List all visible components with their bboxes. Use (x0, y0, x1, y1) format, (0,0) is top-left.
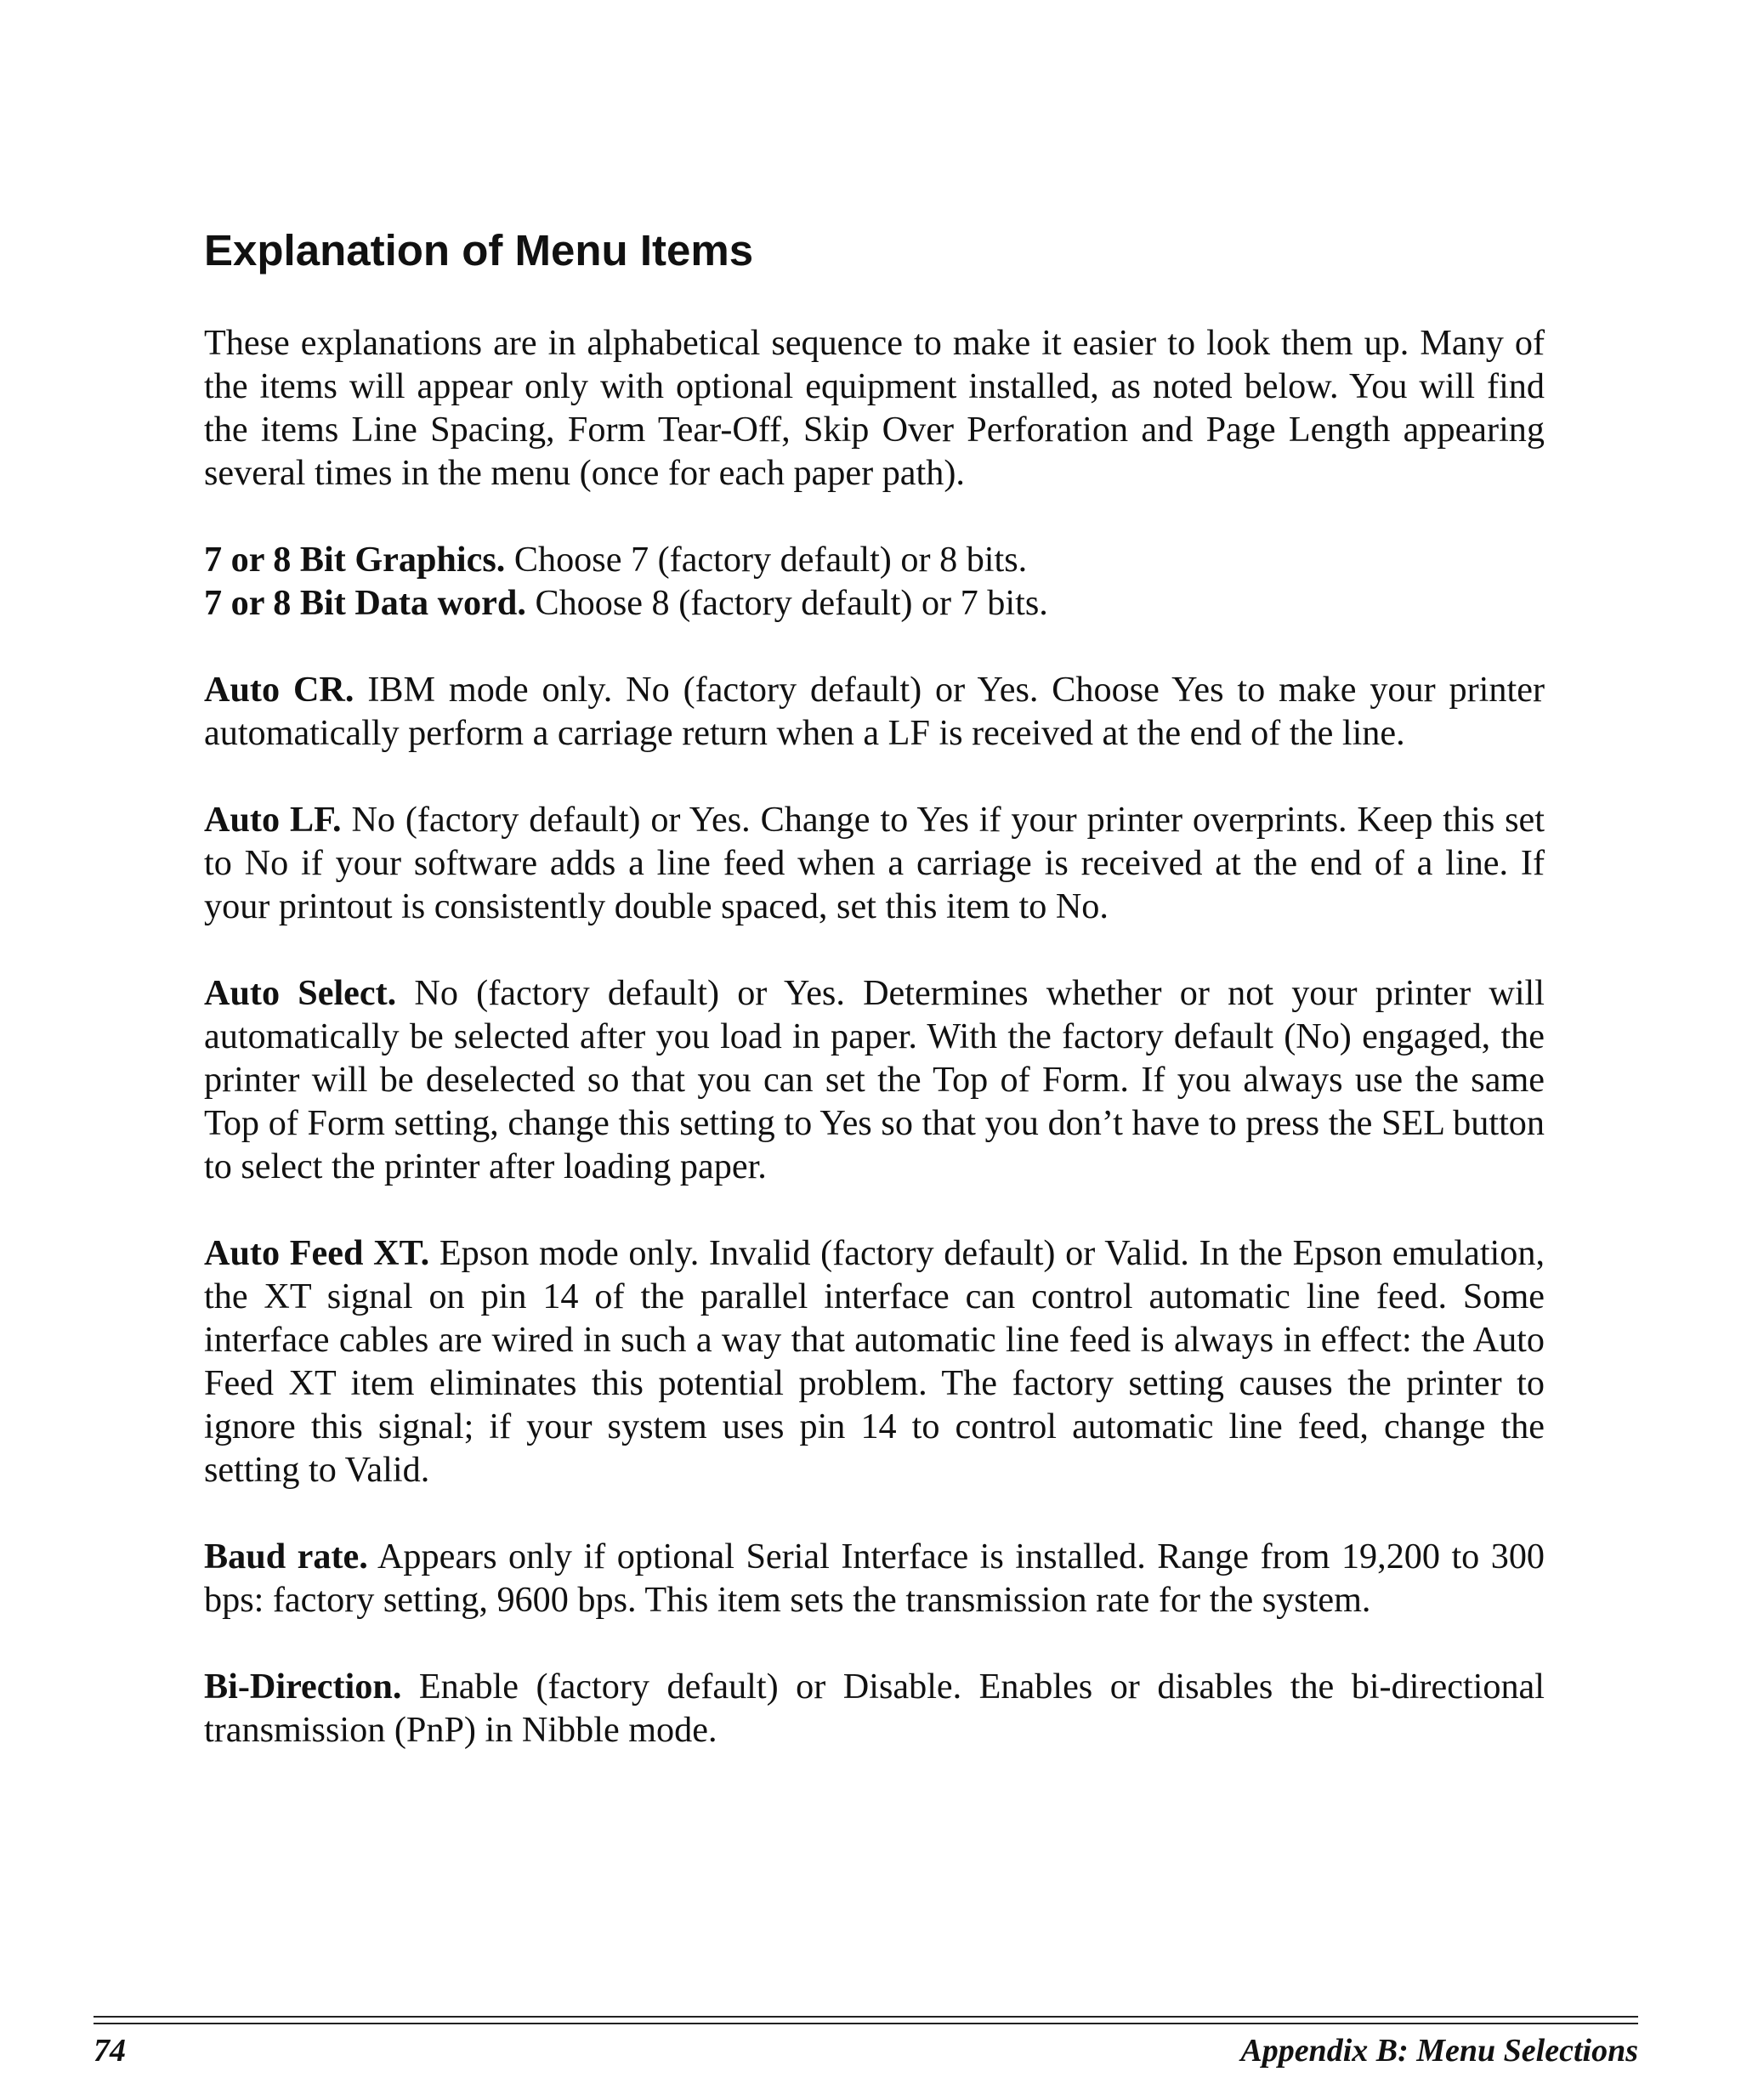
entry-text: IBM mode only. No (factory default) or Yes. Choose Yes to make your printer automatically perform a carriage return when a LF is received at the end of the line. (204, 670, 1545, 753)
footer-rule-bottom (94, 2023, 1638, 2024)
entry-text: Epson mode only. Invalid (factory default) or Valid. In the Epson emulation, the XT signal on pin 14 of the parallel interface can control automatic line feed. Some interface cables are wired in such a way that automatic line feed is always in effect: the Auto Feed XT item eliminates this potential problem. The factory setting causes the printer to ignore this signal; if your system uses pin 14 to control automatic line feed, change the setting to Valid. (204, 1233, 1545, 1490)
entry-baud-rate (204, 1535, 1545, 1622)
entry-7-8-bit-data-word (204, 581, 1545, 625)
page-number: 74 (94, 2033, 126, 2069)
entry-text: Choose 8 (factory default) or 7 bits. (535, 583, 1048, 623)
footer-section-title: Appendix B: Menu Selections (1240, 2033, 1638, 2069)
entry-term: Auto Feed XT. (204, 1233, 430, 1273)
entry-text: Appears only if optional Serial Interface is installed. Range from 19,200 to 300 bps: factory setting, 9600 bps. This item sets the transmission rate for the system. (204, 1537, 1545, 1620)
entry-bi-direction (204, 1665, 1545, 1752)
entry-term: 7 or 8 Bit Data word. (204, 583, 526, 623)
entry-text: Enable (factory default) or Disable. Enables or disables the bi-directional transmission (PnP) in Nibble mode. (204, 1667, 1545, 1750)
entry-7-8-bit-graphics (204, 538, 1545, 581)
page-heading: Explanation of Menu Items (204, 226, 754, 275)
entry-term: Bi-Direction. (204, 1667, 402, 1707)
entry-term: Auto Select. (204, 973, 397, 1013)
entry-text: No (factory default) or Yes. Change to Yes if your printer overprints. Keep this set to No if your software adds a line feed when a carriage is received at the end of a line. If your printout is consistently double spaced, set this item to No. (204, 800, 1545, 926)
footer-rule-top (94, 2016, 1638, 2018)
body-text (204, 321, 1545, 1752)
entry-term: Auto LF. (204, 800, 342, 840)
entry-text: Choose 7 (factory default) or 8 bits. (513, 540, 1028, 580)
entry-auto-lf (204, 798, 1545, 928)
entry-term: Auto CR. (204, 670, 354, 710)
intro-paragraph: These explanations are in alphabetical sequence to make it easier to look them up. Many of the items will appear only with optional equipment installed, as noted below. You will find the items Line Spacing, Form Tear-Off, Skip Over Perforation and Page Length appearing several times in the menu (once for each paper path). (204, 323, 1545, 493)
entry-text: No (factory default) or Yes. Determines whether or not your printer will automatically be selected after you load in paper. With the factory default (No) engaged, the printer will be deselected so that you can set the Top of Form. If you always use the same Top of Form setting, change this setting to Yes so that you don’t have to press the SEL button to select the printer after loading paper. (204, 973, 1545, 1186)
entry-auto-select (204, 971, 1545, 1188)
entry-term: Baud rate. (204, 1537, 368, 1576)
entry-auto-feed-xt (204, 1231, 1545, 1492)
entry-auto-cr (204, 668, 1545, 755)
entry-term: 7 or 8 Bit Graphics. (204, 540, 506, 580)
